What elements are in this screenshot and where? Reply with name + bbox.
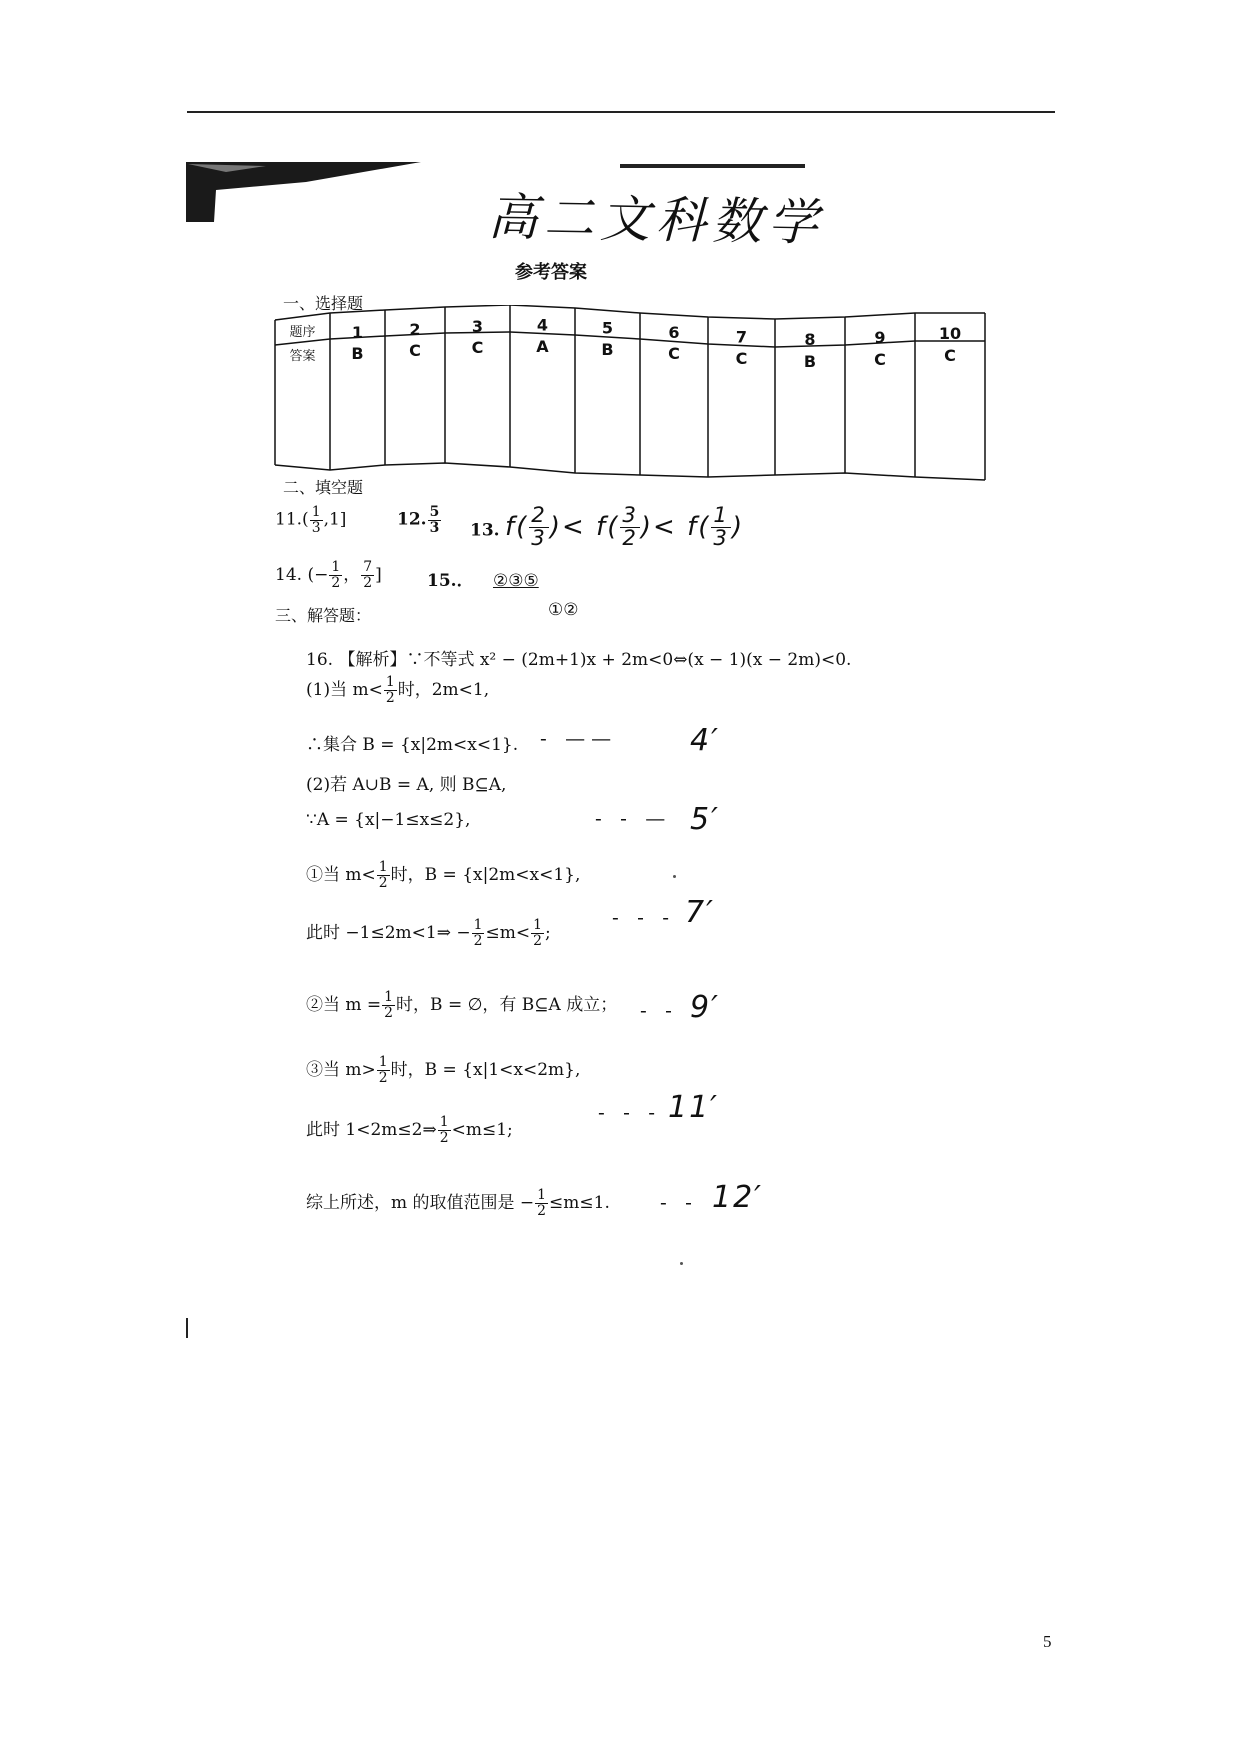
table-row-label-question: 题序 (289, 325, 316, 340)
solution-set-b: ∴集合 B = {x|2m<x<1}. (306, 735, 519, 755)
solution-case1: ①当 m< $\frac{1}{2}$ 时，B = {x|2m<x<1}, (306, 859, 581, 891)
score-mark-12: 12′ (712, 1180, 763, 1215)
table-question-number: 10 (938, 324, 962, 343)
q15-extra-answer: ①② (548, 600, 579, 620)
solution-case1-result: 此时 −1≤2m<1⇒ − $\frac{1}{2}$ ≤m< $\frac{1}{2}$ ; (306, 917, 551, 949)
table-question-number: 5 (601, 318, 614, 338)
table-bottom-border (275, 463, 985, 480)
table-answer-cell: C (944, 346, 956, 365)
solution-case3-result: 此时 1<2m≤2⇒ $\frac{1}{2}$ <m≤1; (306, 1114, 513, 1146)
table-answer-cell: C (668, 344, 680, 363)
table-answer-cell: B (351, 344, 364, 363)
answer-q11 (275, 505, 346, 535)
section-solve-heading: 三、解答题： (275, 606, 372, 625)
table-answer-cell: A (536, 337, 549, 356)
solution-case2: ②当 m = $\frac{1}{2}$ 时，B = ∅，有 B⊆A 成立； (306, 989, 618, 1021)
table-answer-cell: C (471, 338, 484, 357)
table-answer-cell: C (735, 349, 748, 368)
score-dash-11: - - - (598, 1100, 661, 1124)
table-question-number: 7 (735, 327, 748, 347)
answer-q15 (427, 566, 539, 591)
q11-open: ( (302, 509, 309, 530)
score-mark-4: 4′ (690, 723, 720, 758)
solution-part1: (1)当 m< $\frac{1}{2}$ 时，2m<1, (306, 674, 490, 706)
q14-fraction-1: $\frac{1}{2}$ (331, 559, 341, 591)
q14-label: 14. (275, 565, 303, 585)
choice-answer-table (270, 305, 990, 485)
q15-answer: ②③⑤ (492, 571, 539, 591)
solution-part2: (2)若 A∪B = A, 则 B⊆A, (306, 775, 507, 795)
score-mark-5: 5′ (690, 802, 720, 837)
scan-artifact-bar (620, 164, 805, 168)
solution-case3: ③当 m> $\frac{1}{2}$ 时，B = {x|1<x<2m}, (306, 1054, 581, 1086)
section-choice-heading: 一、选择题 (283, 294, 364, 313)
answer-q12 (397, 505, 442, 535)
table-question-number: 4 (536, 315, 549, 335)
table-question-number: 6 (668, 323, 680, 342)
q11-label: 11. (275, 509, 303, 530)
score-dash-12: - - (660, 1190, 698, 1214)
q11-fraction: $\frac{1}{3}$ (311, 504, 321, 536)
q16-intro: 16. 【解析】∵不等式 x² − (2m+1)x + 2m<0⇔(x − 1)(x − 2m)<0. (306, 650, 852, 670)
q11-close: ,1] (323, 509, 347, 530)
scan-artifact-dot (673, 875, 676, 878)
q12-fraction: $\frac{5}{3}$ (429, 504, 440, 536)
header-rule (187, 111, 1055, 113)
scan-artifact-dot (680, 1262, 683, 1265)
scan-artifact-tick (186, 1318, 188, 1338)
table-question-number: 8 (804, 330, 816, 349)
q13-label: 13. (470, 520, 500, 541)
q12-label: 12. (397, 509, 427, 530)
score-dash-7: - - - (612, 905, 675, 929)
answer-q13 (470, 505, 744, 551)
table-answer-cell: C (874, 350, 886, 369)
solution-conclusion: 综上所述，m 的取值范围是 − $\frac{1}{2}$ ≤m≤1. (306, 1187, 610, 1219)
handwritten-title: 高二文科数学 (487, 188, 825, 252)
q14-fraction-2: $\frac{7}{2}$ (363, 559, 373, 591)
score-mark-11: 11′ (668, 1090, 719, 1125)
table-question-number: 2 (409, 320, 421, 339)
q15-label: 15.． (427, 571, 474, 591)
page-number: 5 (1043, 1632, 1052, 1651)
score-dash-9: - - (640, 998, 678, 1022)
solution-set-a: ∵A = {x|−1≤x≤2}, (306, 810, 471, 830)
q13-handwritten: f( $\frac{2}{3}$ )< f( $\frac{3}{2}$ )< f( $\frac{1}{3}$ ) (504, 503, 745, 552)
score-mark-7: 7′ (685, 895, 715, 930)
table-answer-cell: C (409, 341, 421, 360)
page-subtitle: 参考答案 (515, 262, 587, 283)
score-dash-5: - - — (595, 806, 672, 830)
scan-artifact-blot (186, 160, 421, 222)
score-dash-4: - —— (540, 726, 618, 750)
table-question-number: 9 (874, 328, 886, 347)
fraction-half: $\frac{1}{2}$ (385, 674, 395, 706)
table-row-label-answer: 答案 (289, 349, 316, 364)
answer-q14: 14. (− $\frac{1}{2}$ ， $\frac{7}{2}$ ] (275, 559, 382, 591)
score-mark-9: 9′ (690, 990, 720, 1025)
table-question-number: 1 (351, 323, 364, 342)
table-question-number: 3 (471, 317, 484, 336)
table-answer-cell: B (601, 340, 614, 359)
table-answer-cell: B (803, 352, 817, 371)
section-fill-heading: 二、填空题 (283, 478, 364, 497)
table-top-border (275, 305, 985, 320)
